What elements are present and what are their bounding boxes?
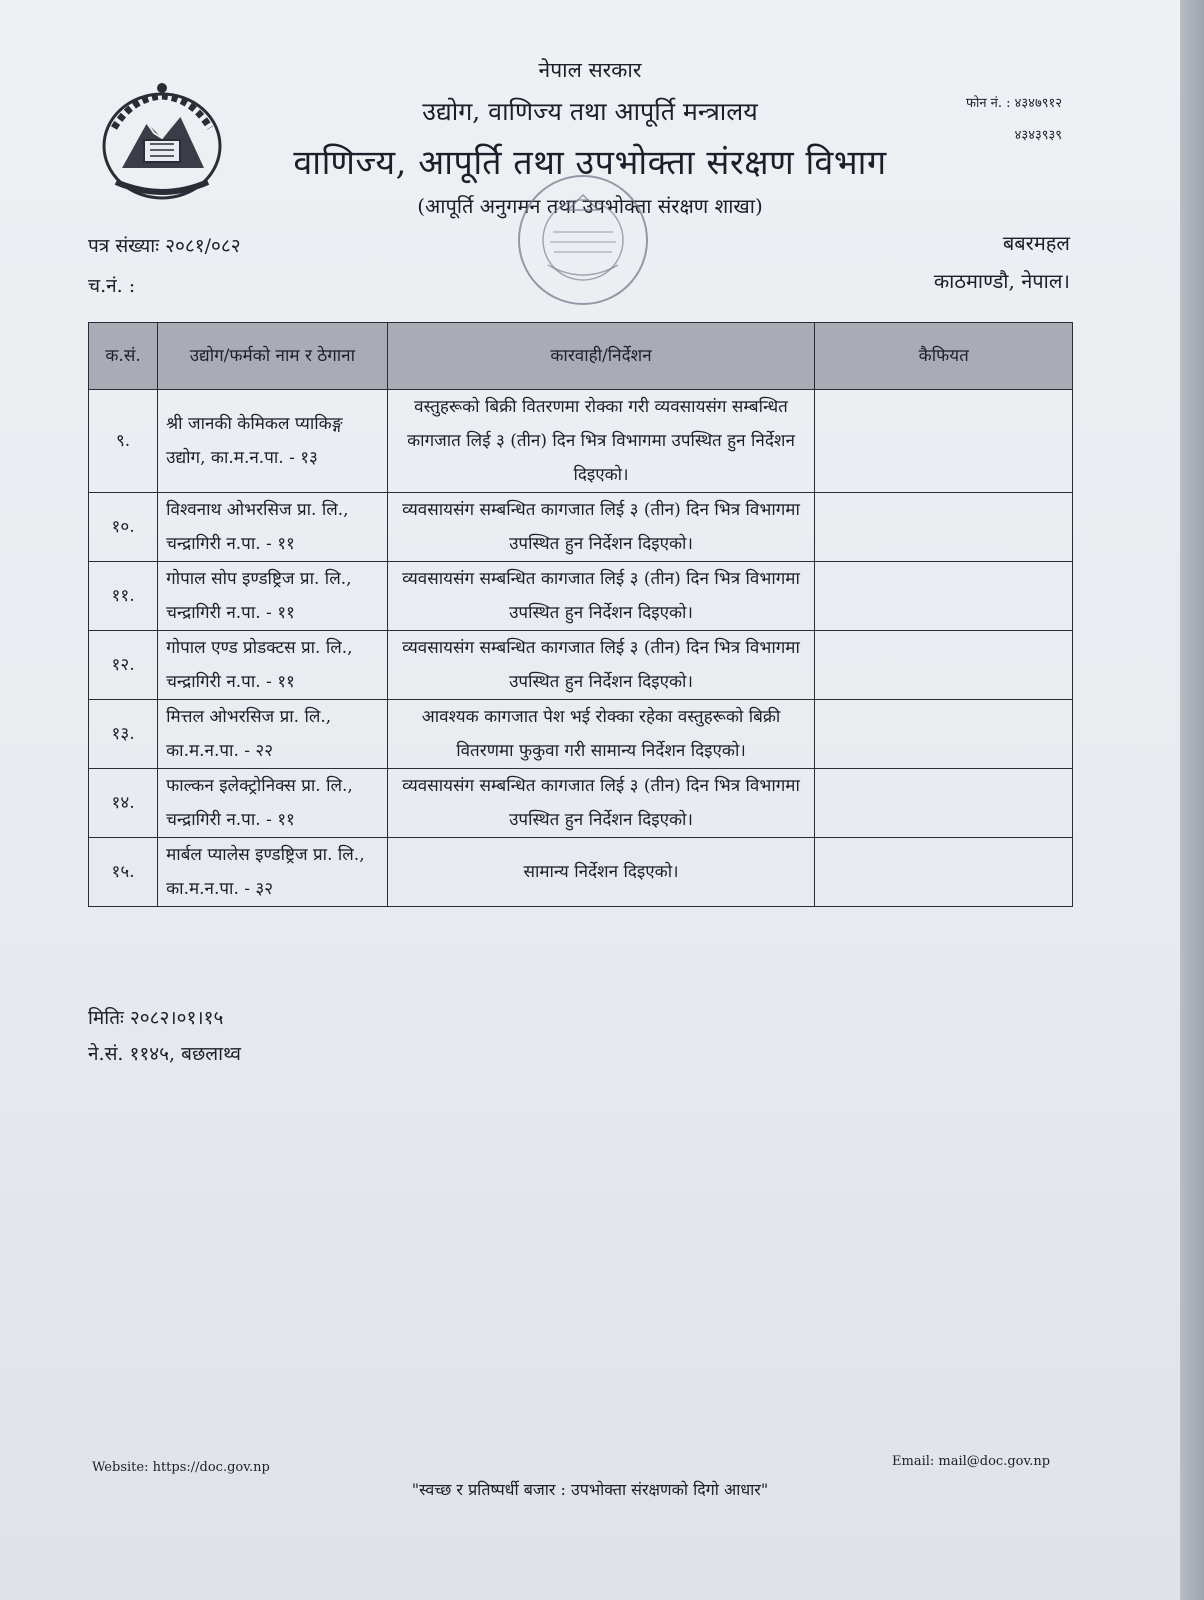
office-seal-stamp [488,170,678,310]
row-firm: विश्वनाथ ओभरसिज प्रा. लि., चन्द्रागिरी न.पा. - ११ [158,493,387,562]
table-row [89,700,1073,769]
row-remark [815,700,1073,769]
row-serial: ११. [89,562,158,631]
phone-numbers [940,88,1062,152]
header-action: कारवाही/निर्देशन [387,323,815,390]
address-line-1: बबरमहल [1002,231,1070,255]
table-header-row [89,323,1073,390]
row-firm: गोपाल सोप इण्डष्ट्रिज प्रा. लि., चन्द्रागिरी न.पा. - ११ [158,562,387,631]
row-action: वस्तुहरूको बिक्री वितरणमा रोक्का गरी व्यवसायसंग सम्बन्धित कागजात लिई ३ (तीन) दिन भित्र विभागमा उपस्थित हुन निर्देशन दिइएको। [387,390,815,493]
phone-label: फोन नं. : ४३४७९१२ [965,96,1062,111]
government-name: नेपाल सरकार [538,58,642,82]
slogan: "स्वच्छ र प्रतिष्पर्धी बजार : उपभोक्ता संरक्षणको दिगो आधार" [411,1480,769,1499]
row-firm: मार्बल प्यालेस इण्डष्ट्रिज प्रा. लि., का.म.न.पा. - ३२ [158,838,387,907]
row-serial: १३. [89,700,158,769]
row-remark [815,838,1073,907]
table-row [89,390,1073,493]
ministry-name: उद्योग, वाणिज्य तथा आपूर्ति मन्त्रालय [422,97,758,126]
row-firm: मित्तल ओभरसिज प्रा. लि., का.म.न.पा. - २२ [158,700,387,769]
office-address [900,224,1070,300]
letter-number: पत्र संख्याः २०८१/०८२ [88,235,241,257]
table-row [89,493,1073,562]
row-action: आवश्यक कागजात पेश भई रोक्का रहेका वस्तुहरूको बिक्री वितरणमा फुकुवा गरी सामान्य निर्देशन दिइएको। [387,700,815,769]
row-remark [815,562,1073,631]
email-link[interactable]: Email: mail@doc.gov.np [892,1454,1051,1469]
row-remark [815,390,1073,493]
page-edge-shadow [1180,0,1204,1600]
row-remark [815,631,1073,700]
row-serial: १४. [89,769,158,838]
address-line-2: काठमाण्डौ, नेपाल। [933,269,1070,293]
row-serial: १२. [89,631,158,700]
row-action: व्यवसायसंग सम्बन्धित कागजात लिई ३ (तीन) दिन भित्र विभागमा उपस्थित हुन निर्देशन दिइएको। [387,631,815,700]
row-firm: गोपाल एण्ड प्रोडक्टस प्रा. लि., चन्द्रागिरी न.पा. - ११ [158,631,387,700]
issue-date: मितिः २०८२।०१।१५ [88,1007,224,1029]
table-row [89,769,1073,838]
row-action: सामान्य निर्देशन दिइएको। [387,838,815,907]
row-action: व्यवसायसंग सम्बन्धित कागजात लिई ३ (तीन) दिन भित्र विभागमा उपस्थित हुन निर्देशन दिइएको। [387,562,815,631]
website-link[interactable]: Website: https://doc.gov.np [92,1460,270,1475]
row-action: व्यवसायसंग सम्बन्धित कागजात लिई ३ (तीन) दिन भित्र विभागमा उपस्थित हुन निर्देशन दिइएको। [387,769,815,838]
header-firm: उद्योग/फर्मको नाम र ठेगाना [158,323,387,390]
nepal-sambat-date: ने.सं. ११४५, बछलाथ्व [88,1043,241,1065]
table-row [89,631,1073,700]
table-row [89,562,1073,631]
inspection-table [88,322,1073,907]
department-name: वाणिज्य, आपूर्ति तथा उपभोक्ता संरक्षण विभाग [293,143,887,183]
header-remark: कैफियत [815,323,1073,390]
row-action: व्यवसायसंग सम्बन्धित कागजात लिई ३ (तीन) दिन भित्र विभागमा उपस्थित हुन निर्देशन दिइएको। [387,493,815,562]
branch-name: (आपूर्ति अनुगमन तथा उपभोक्ता संरक्षण शाखा) [417,194,763,218]
table-row [89,838,1073,907]
row-serial: ९. [89,390,158,493]
row-remark [815,769,1073,838]
row-serial: १०. [89,493,158,562]
row-firm: श्री जानकी केमिकल प्याकिङ्ग उद्योग, का.म.न.पा. - १३ [158,390,387,493]
dispatch-number: च.नं. : [88,275,136,297]
row-remark [815,493,1073,562]
phone-2: ४३४३९३९ [1014,128,1062,143]
row-serial: १५. [89,838,158,907]
header-serial: क.सं. [89,323,158,390]
row-firm: फाल्कन इलेक्ट्रोनिक्स प्रा. लि., चन्द्रागिरी न.पा. - ११ [158,769,387,838]
